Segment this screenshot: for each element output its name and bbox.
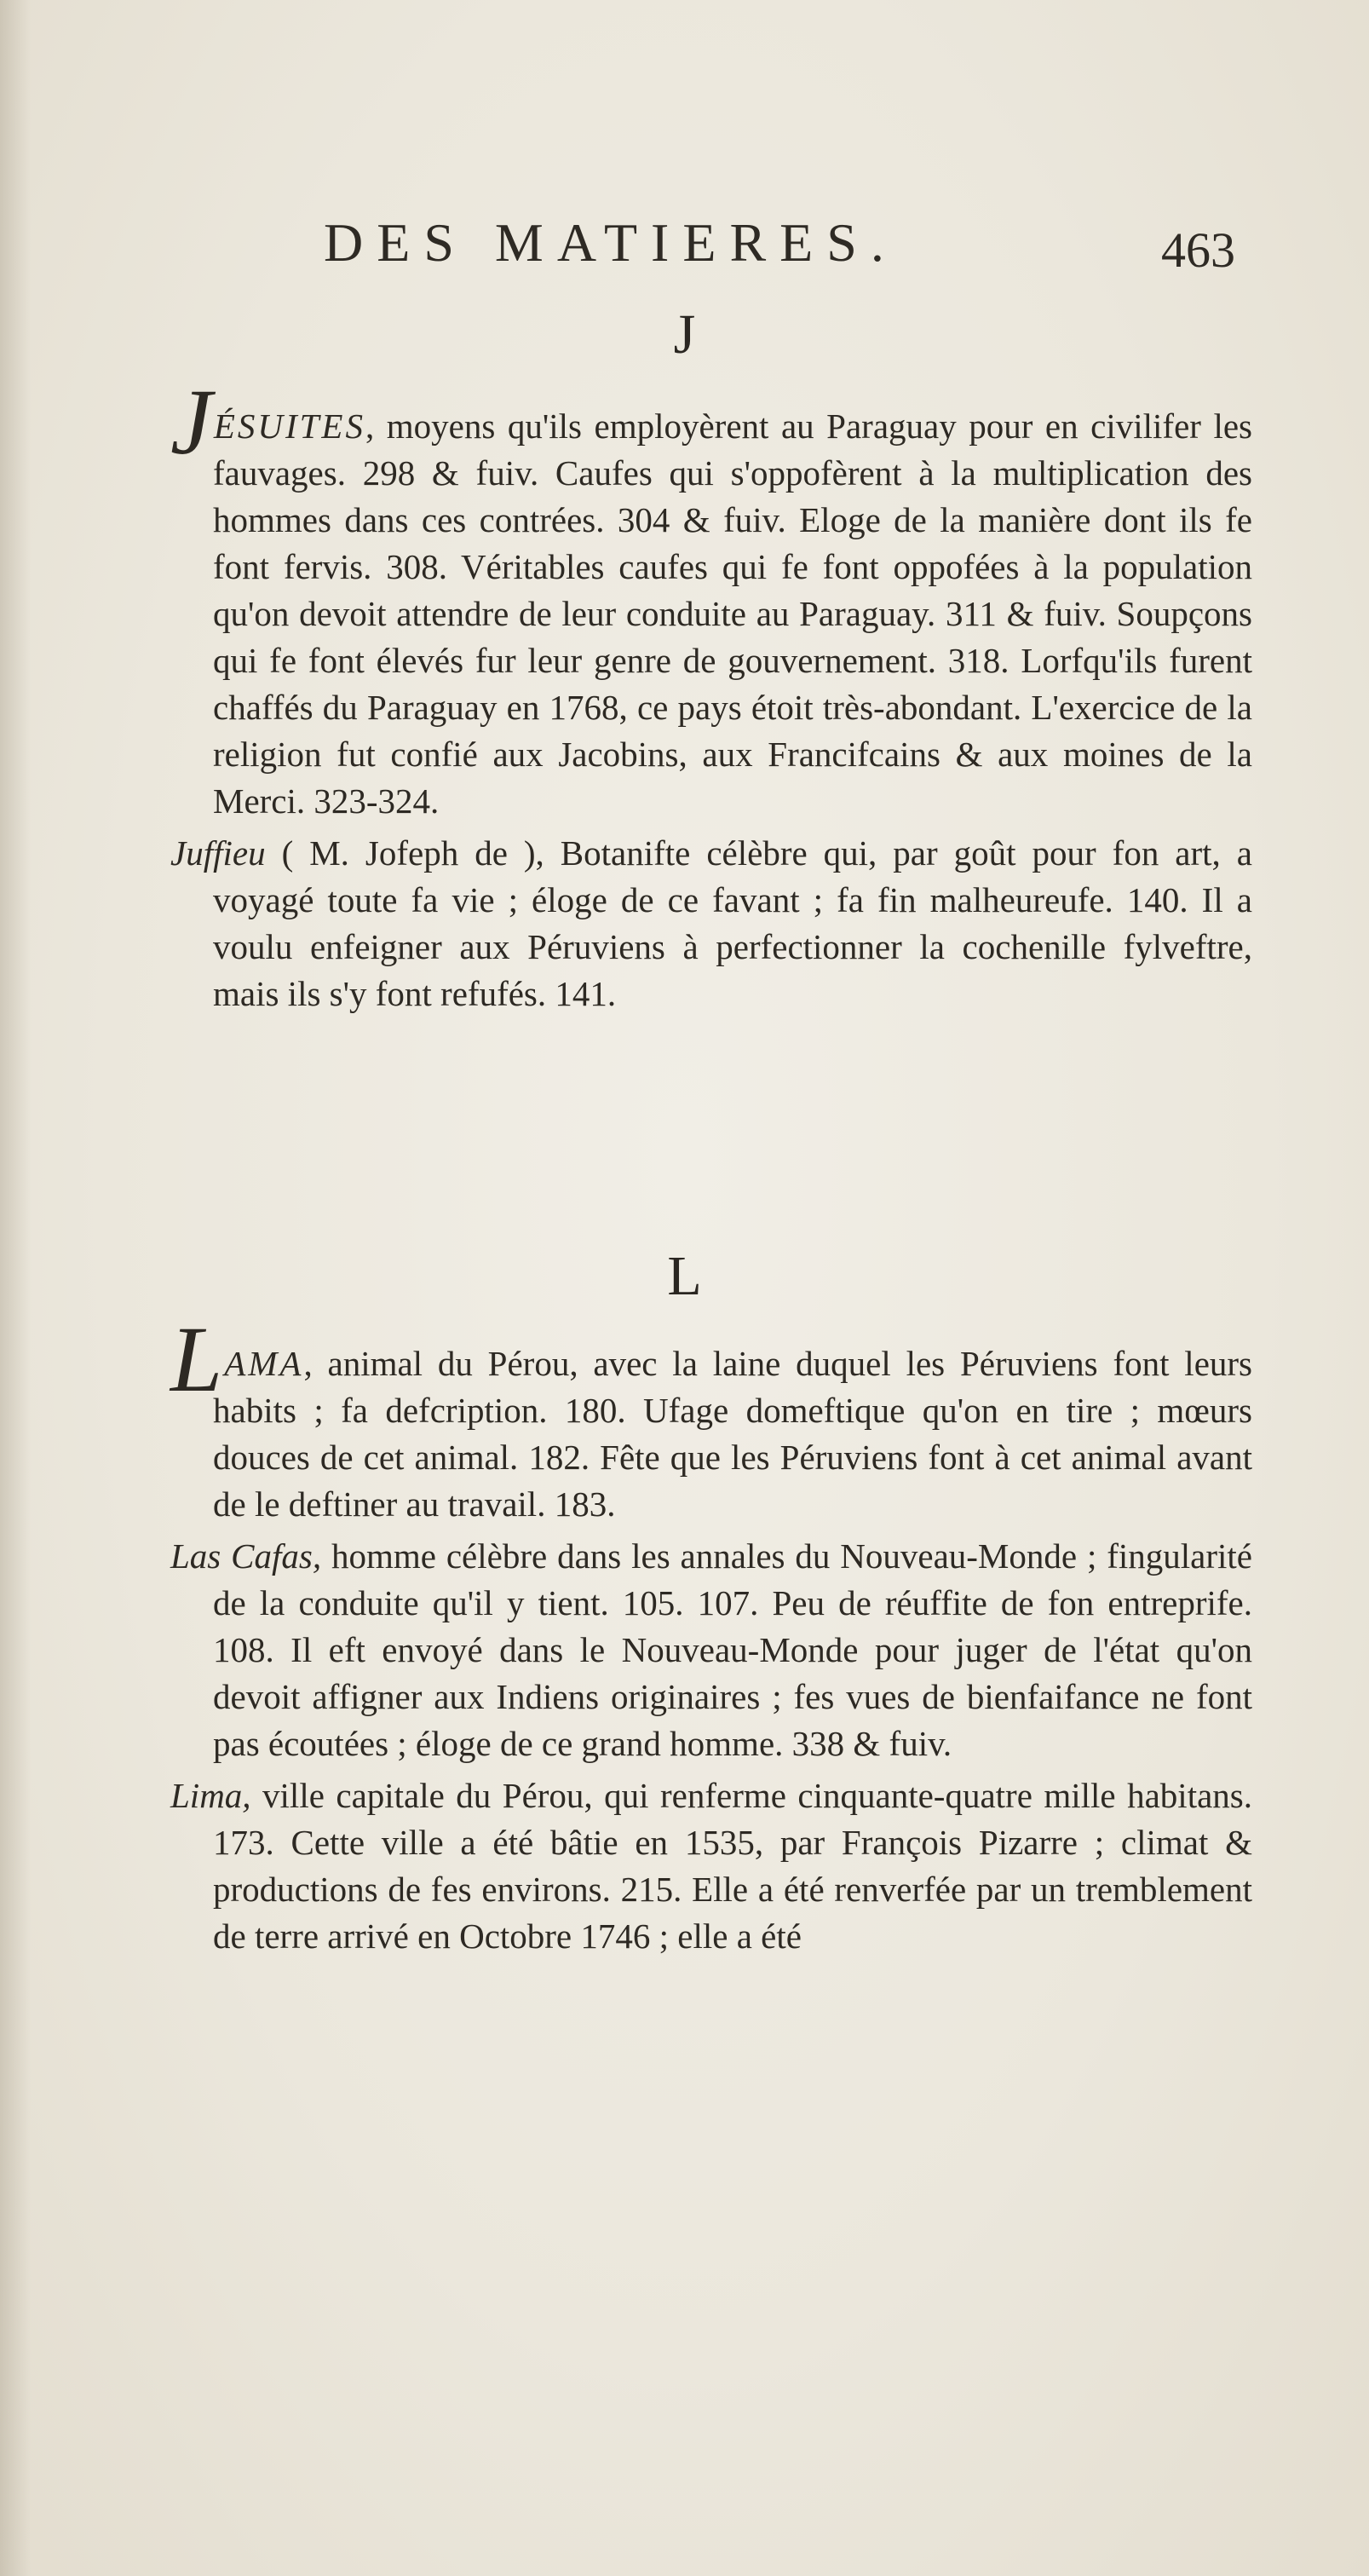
entry-head: Las Cafas, xyxy=(170,1536,322,1576)
entry-text: ( M. Jofeph de ), Botanifte célèbre qui, par goût pour fon art, a voyagé toute fa vie ; éloge de ce favant ; fa fin malheureufe. 140. Il a voulu enfeigner aux Péruviens à perfectionner la cochenille fylveftre, mais ils s'y font refufés. 141. xyxy=(213,833,1252,1013)
index-entry-las-casas xyxy=(170,1533,1252,1767)
index-entry-lima xyxy=(170,1772,1252,1960)
index-section-l xyxy=(170,1307,1253,1965)
header-title: DES MATIERES. xyxy=(324,212,898,273)
entry-head: Juffieu xyxy=(170,833,266,873)
section-letter-l: L xyxy=(667,1245,702,1307)
index-entry-jesuites xyxy=(170,370,1252,825)
entry-head: ÉSUITES xyxy=(213,406,365,446)
entry-initial: L xyxy=(170,1307,223,1411)
running-header xyxy=(324,203,1235,279)
entry-head: Lima, xyxy=(170,1776,251,1815)
index-entry-lama xyxy=(170,1307,1252,1528)
entry-text: , animal du Pérou, avec la laine duquel les Péruviens font leurs habits ; fa defcription. 180. Ufage domeftique qu'on en tire ; mœurs douces de cet animal. 182. Fête que les Péruviens font à cet animal avant de le deftiner au travail. 183. xyxy=(213,1344,1252,1524)
index-entry-jussieu xyxy=(170,830,1252,1017)
entry-text: homme célèbre dans les annales du Nouveau-Monde ; fingularité de la conduite qu'il y tient. 105. 107. Peu de réuffite de fon entreprife. 108. Il eft envoyé dans le Nouveau-Monde pour juger de l'état qu'on devoit affigner aux Indiens originaires ; fes vues de bienfaifance ne font pas écoutées ; éloge de ce grand homme. 338 & fuiv. xyxy=(213,1536,1253,1763)
index-section-j xyxy=(170,370,1252,1023)
section-letter-j: J xyxy=(673,303,696,366)
entry-initial: J xyxy=(170,370,212,474)
entry-text: ville capitale du Pérou, qui renferme cinquante-quatre mille habitans. 173. Cette ville a été bâtie en 1535, par François Pizarre ; climat & productions de fes environs. 215. Elle a été renverfée par un tremblement de terre arrivé en Octobre 1746 ; elle a été xyxy=(213,1776,1252,1956)
entry-text: , moyens qu'ils employèrent au Paraguay pour en civilifer les fauvages. 298 & fuiv. Caufes qui s'oppofèrent à la multiplication des hommes dans ces contrées. 304 & fuiv. Eloge de la manière dont ils fe font fervis. 308. Véritables caufes qui fe font oppofées à la population qu'on devoit attendre de leur conduite au Paraguay. 311 & fuiv. Soupçons qui fe font élevés fur leur genre de gouvernement. 318. Lorfqu'ils furent chaffés du Paraguay en 1768, ce pays étoit très-abondant. L'exercice de la religion fut confié aux Jacobins, aux Francifcains & aux moines de la Merci. 323-324. xyxy=(213,406,1252,821)
entry-head: AMA xyxy=(224,1344,304,1383)
page-number: 463 xyxy=(1161,222,1235,278)
